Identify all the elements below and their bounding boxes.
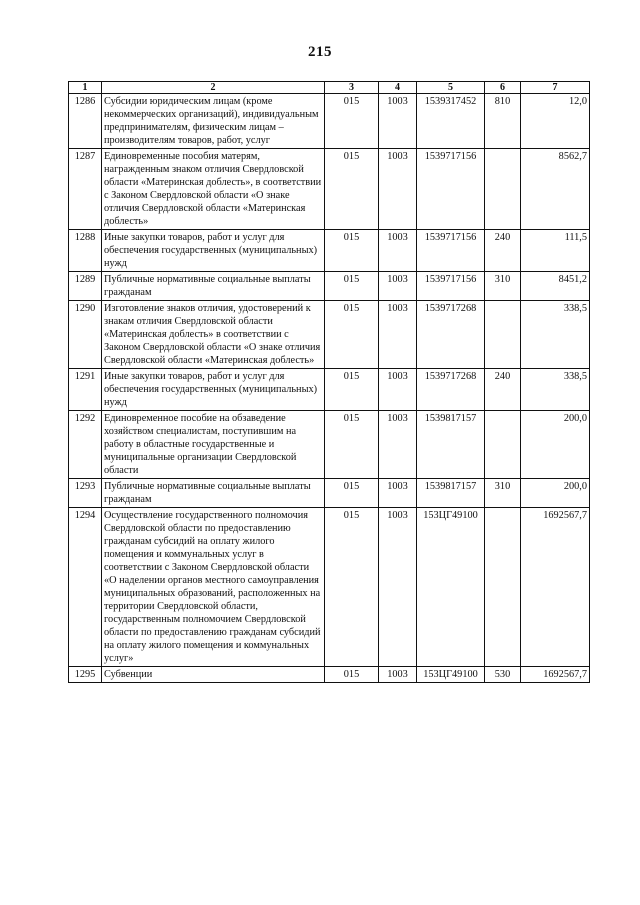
row-number: 1286 [69, 94, 102, 149]
row-number: 1290 [69, 301, 102, 369]
row-description: Изготовление знаков отличия, удостоверений к знакам отличия Свердловской области «Материнская доблесть» в соответствии с Законом Свердловской области «О знаке отличия Свердловской области «Материнская доблесть» [102, 301, 325, 369]
row-expense-type: 810 [485, 94, 521, 149]
row-section-code: 1003 [379, 94, 417, 149]
row-ministry-code: 015 [325, 272, 379, 301]
row-amount: 338,5 [521, 301, 590, 369]
row-amount: 12,0 [521, 94, 590, 149]
row-description: Субсидии юридическим лицам (кроме некоммерческих организаций), индивидуальным предпринимателям, физическим лицам – производителям товаров, работ, услуг [102, 94, 325, 149]
page-number: 215 [308, 44, 332, 60]
row-section-code: 1003 [379, 667, 417, 683]
row-description: Субвенции [102, 667, 325, 683]
row-number: 1291 [69, 369, 102, 411]
row-description: Публичные нормативные социальные выплаты гражданам [102, 272, 325, 301]
row-target-code: 153ЦГ49100 [417, 508, 485, 667]
row-section-code: 1003 [379, 369, 417, 411]
row-number: 1293 [69, 479, 102, 508]
table-row [69, 369, 590, 411]
row-target-code: 1539817157 [417, 411, 485, 479]
row-expense-type [485, 149, 521, 230]
row-ministry-code: 015 [325, 508, 379, 667]
row-section-code: 1003 [379, 149, 417, 230]
row-description: Единовременное пособие на обзаведение хозяйством специалистам, поступившим на работу в областные государственные и муниципальные организации Свердловской области [102, 411, 325, 479]
row-section-code: 1003 [379, 230, 417, 272]
row-expense-type: 310 [485, 479, 521, 508]
table-row [69, 667, 590, 683]
row-ministry-code: 015 [325, 230, 379, 272]
table-row [69, 479, 590, 508]
row-ministry-code: 015 [325, 301, 379, 369]
row-section-code: 1003 [379, 272, 417, 301]
row-expense-type [485, 508, 521, 667]
row-expense-type: 310 [485, 272, 521, 301]
row-amount: 200,0 [521, 479, 590, 508]
row-amount: 338,5 [521, 369, 590, 411]
row-ministry-code: 015 [325, 667, 379, 683]
row-number: 1288 [69, 230, 102, 272]
table-row [69, 508, 590, 667]
budget-table [68, 81, 590, 683]
row-amount: 1692567,7 [521, 508, 590, 667]
table-header-row [69, 82, 590, 94]
row-target-code: 1539717268 [417, 301, 485, 369]
row-amount: 8451,2 [521, 272, 590, 301]
row-number: 1295 [69, 667, 102, 683]
row-expense-type: 240 [485, 230, 521, 272]
row-ministry-code: 015 [325, 94, 379, 149]
row-expense-type: 530 [485, 667, 521, 683]
table-row [69, 272, 590, 301]
row-ministry-code: 015 [325, 411, 379, 479]
row-description: Осуществление государственного полномочия Свердловской области по предоставлению гражданам субсидий на оплату жилого помещения и коммунальных услуг в соответствии с Законом Свердловской области «О наделении органов местного самоуправления муниципальных образований, расположенных на территории Свердловской области, государственным полномочием Свердловской области по предоставлению гражданам субсидий на оплату жилого помещения и коммунальных услуг» [102, 508, 325, 667]
row-description: Единовременные пособия матерям, награжденным знаком отличия Свердловской области «Материнская доблесть», в соответствии с Законом Свердловской области «О знаке отличия Свердловской области «Материнская доблесть» [102, 149, 325, 230]
row-ministry-code: 015 [325, 149, 379, 230]
row-section-code: 1003 [379, 301, 417, 369]
row-section-code: 1003 [379, 508, 417, 667]
row-description: Иные закупки товаров, работ и услуг для обеспечения государственных (муниципальных) нужд [102, 369, 325, 411]
column-header: 3 [325, 82, 379, 94]
row-number: 1287 [69, 149, 102, 230]
column-header: 5 [417, 82, 485, 94]
column-header: 6 [485, 82, 521, 94]
row-target-code: 1539717268 [417, 369, 485, 411]
row-amount: 200,0 [521, 411, 590, 479]
column-header: 7 [521, 82, 590, 94]
table-row [69, 149, 590, 230]
row-amount: 1692567,7 [521, 667, 590, 683]
row-number: 1292 [69, 411, 102, 479]
row-description: Иные закупки товаров, работ и услуг для обеспечения государственных (муниципальных) нужд [102, 230, 325, 272]
row-target-code: 1539717156 [417, 272, 485, 301]
table-row [69, 94, 590, 149]
column-header: 1 [69, 82, 102, 94]
row-amount: 8562,7 [521, 149, 590, 230]
column-header: 2 [102, 82, 325, 94]
row-ministry-code: 015 [325, 479, 379, 508]
row-target-code: 1539317452 [417, 94, 485, 149]
row-description: Публичные нормативные социальные выплаты гражданам [102, 479, 325, 508]
row-number: 1294 [69, 508, 102, 667]
table-row [69, 230, 590, 272]
row-expense-type [485, 301, 521, 369]
row-expense-type: 240 [485, 369, 521, 411]
row-target-code: 1539717156 [417, 149, 485, 230]
row-target-code: 1539817157 [417, 479, 485, 508]
row-expense-type [485, 411, 521, 479]
row-target-code: 1539717156 [417, 230, 485, 272]
row-amount: 111,5 [521, 230, 590, 272]
row-section-code: 1003 [379, 411, 417, 479]
row-number: 1289 [69, 272, 102, 301]
row-target-code: 153ЦГ49100 [417, 667, 485, 683]
row-ministry-code: 015 [325, 369, 379, 411]
column-header: 4 [379, 82, 417, 94]
table-row [69, 411, 590, 479]
row-section-code: 1003 [379, 479, 417, 508]
table-row [69, 301, 590, 369]
